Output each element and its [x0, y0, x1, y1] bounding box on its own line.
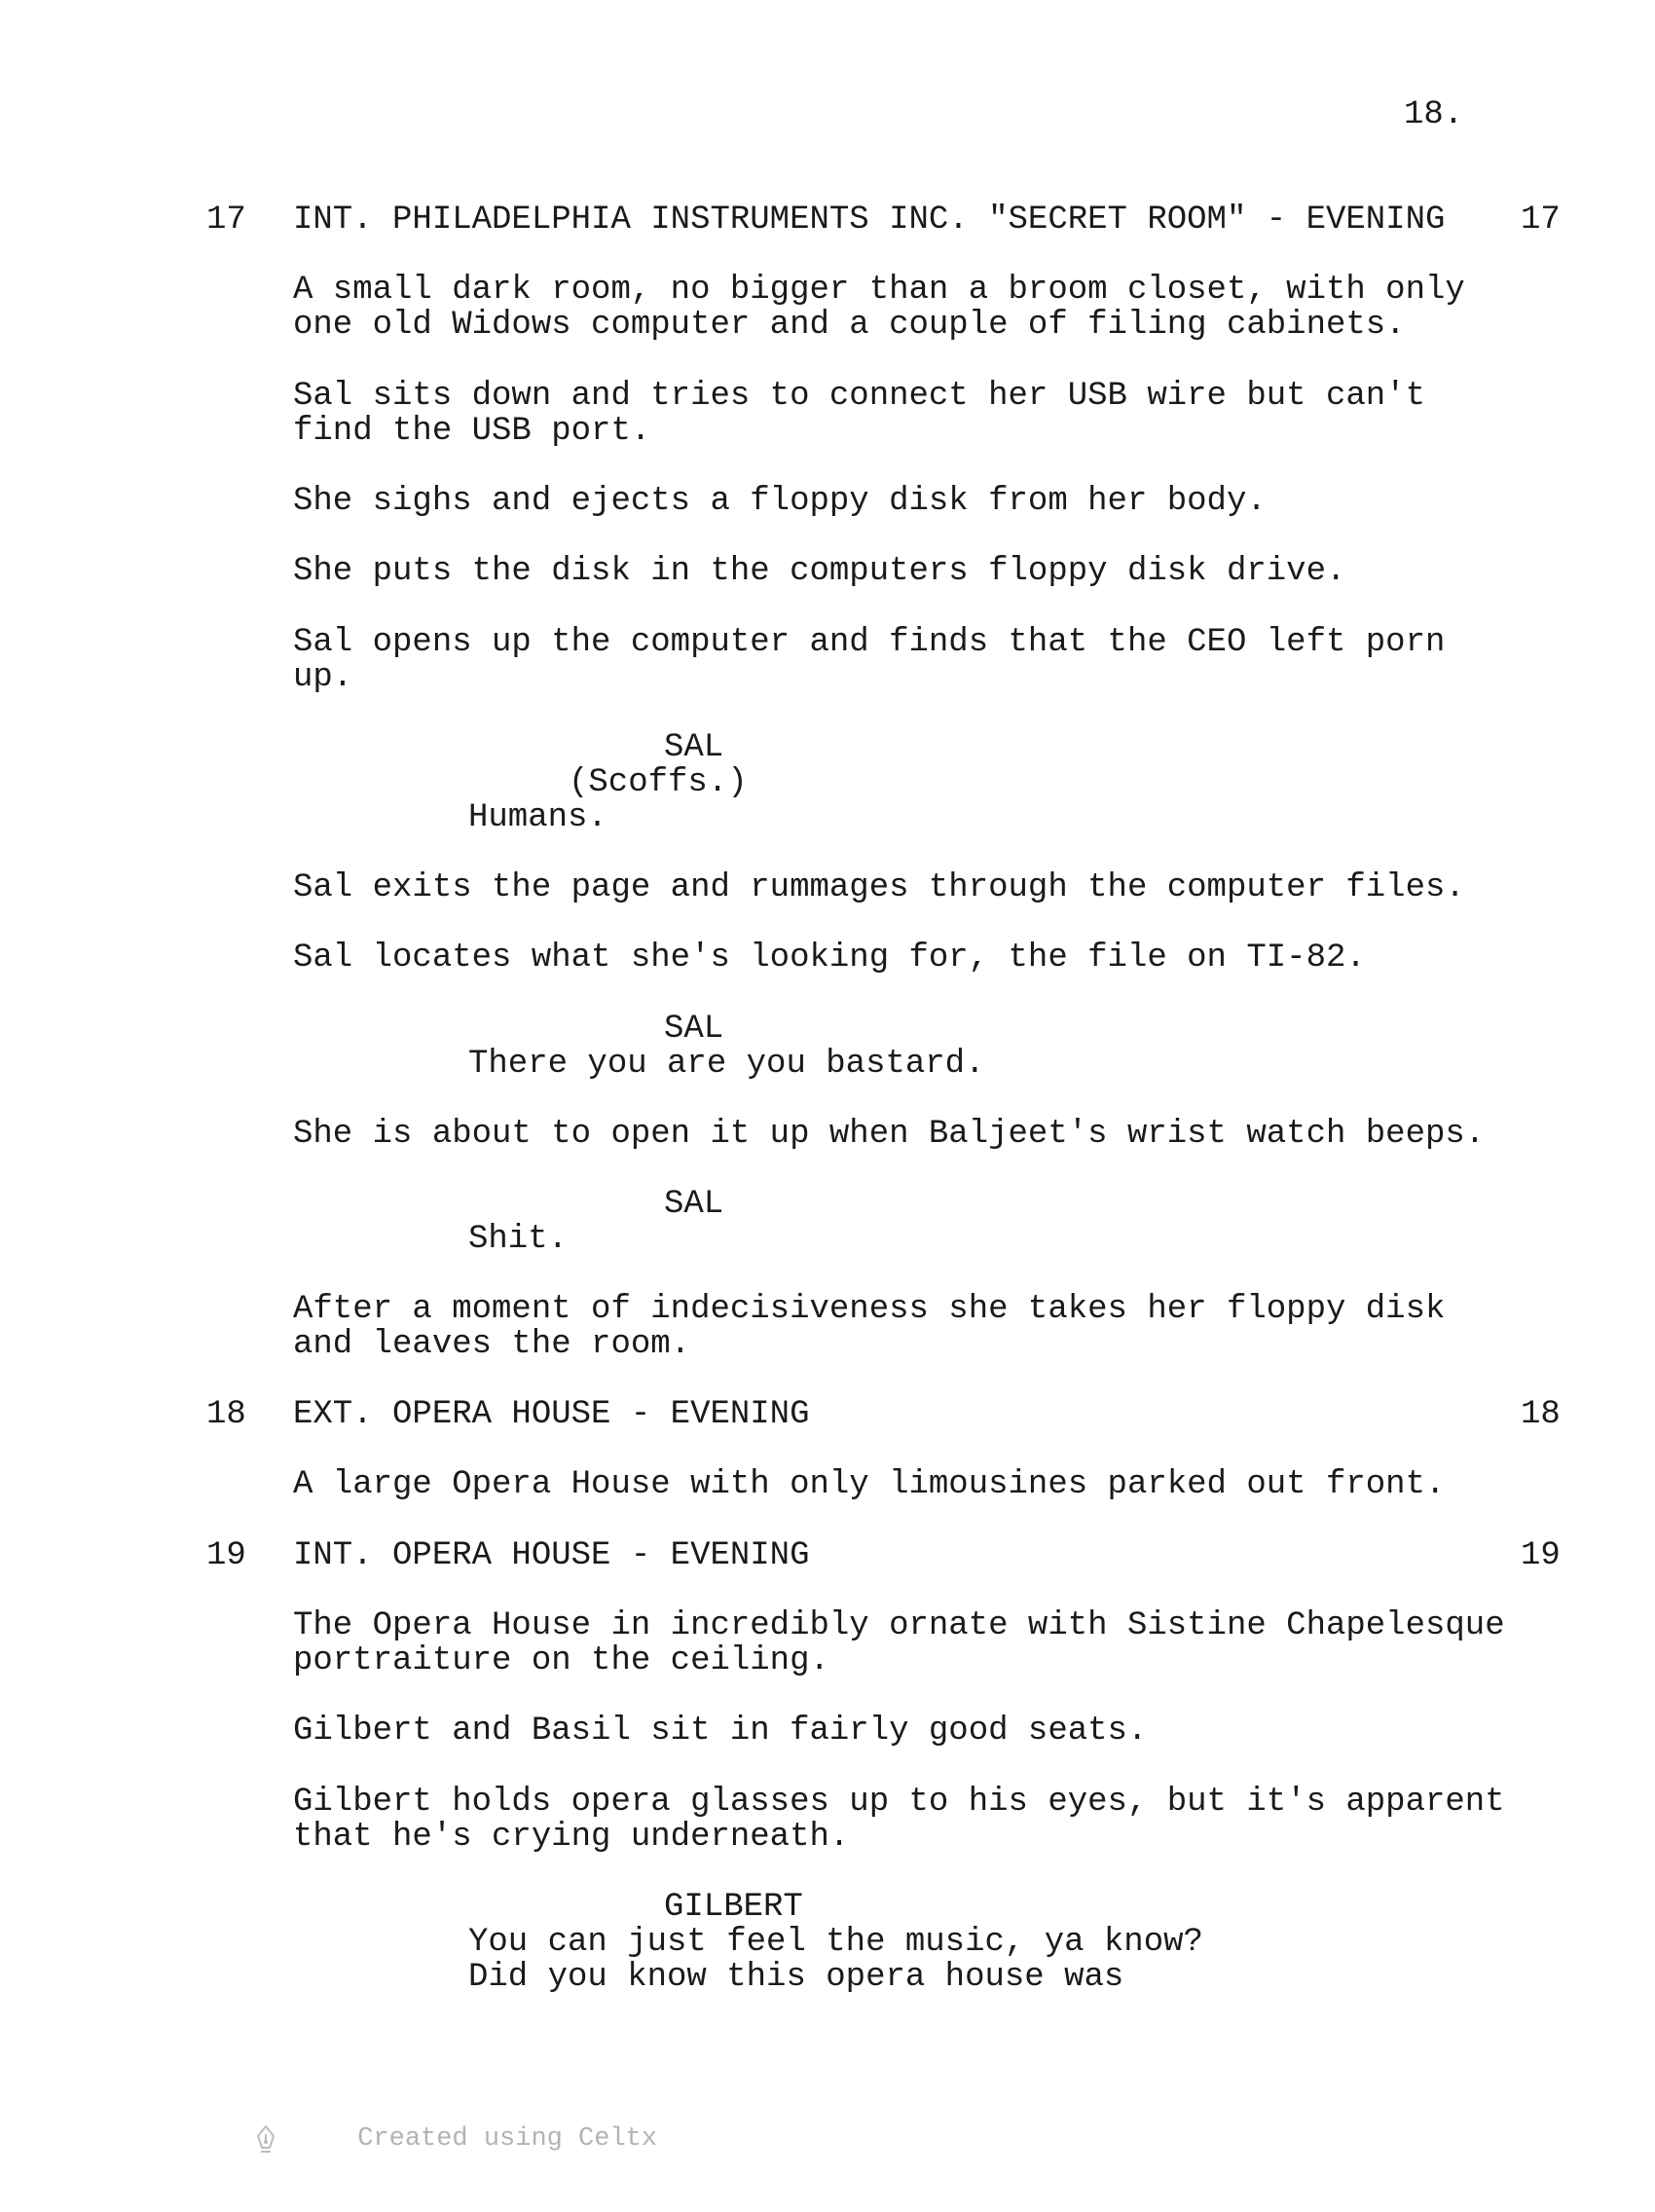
action-line: Sal sits down and tries to connect her USB wire but can't	[293, 378, 1425, 415]
character-cue: SAL	[664, 1011, 724, 1048]
dialogue-line: There you are you bastard.	[468, 1046, 985, 1083]
action-line: Gilbert holds opera glasses up to his eyes, but it's apparent	[293, 1784, 1505, 1821]
action-line: find the USB port.	[293, 413, 651, 450]
action-line: one old Widows computer and a couple of filing cabinets.	[293, 307, 1406, 344]
action-line: Gilbert and Basil sit in fairly good seats.	[293, 1713, 1148, 1750]
scene-number-right: 17	[1521, 202, 1561, 239]
dialogue-line: Humans.	[468, 799, 607, 836]
scene-number-left: 19	[206, 1537, 246, 1574]
action-line: Sal opens up the computer and finds that the CEO left porn	[293, 624, 1446, 661]
action-line: that he's crying underneath.	[293, 1819, 850, 1856]
dialogue-line: Did you know this opera house was	[468, 1959, 1124, 1996]
dialogue-line: Shit.	[468, 1221, 569, 1258]
scene-number-left: 18	[206, 1396, 246, 1433]
scene-heading: INT. OPERA HOUSE - EVENING	[293, 1537, 810, 1574]
action-line: Sal exits the page and rummages through the computer files.	[293, 869, 1465, 906]
action-line: She is about to open it up when Baljeet's wrist watch beeps.	[293, 1116, 1486, 1153]
scene-heading: EXT. OPERA HOUSE - EVENING	[293, 1396, 810, 1433]
character-cue: SAL	[664, 729, 724, 766]
scene-heading: INT. PHILADELPHIA INSTRUMENTS INC. "SECRET ROOM" - EVENING	[293, 202, 1446, 239]
dialogue-line: You can just feel the music, ya know?	[468, 1924, 1203, 1961]
celtx-footer	[255, 2066, 657, 2212]
footer-text: Created using Celtx	[357, 2124, 658, 2154]
page-number: 18.	[1404, 96, 1464, 133]
pen-nib-icon	[255, 2066, 349, 2212]
character-cue: SAL	[664, 1186, 724, 1223]
action-line: After a moment of indecisiveness she takes her floppy disk	[293, 1291, 1446, 1328]
action-line: The Opera House in incredibly ornate with Sistine Chapelesque	[293, 1607, 1505, 1644]
action-line: She sighs and ejects a floppy disk from her body.	[293, 483, 1267, 520]
character-cue: GILBERT	[664, 1889, 803, 1926]
scene-number-right: 18	[1521, 1396, 1561, 1433]
parenthetical: (Scoffs.)	[569, 764, 748, 801]
action-line: Sal locates what she's looking for, the file on TI-82.	[293, 940, 1366, 977]
action-line: and leaves the room.	[293, 1326, 691, 1363]
scene-number-right: 19	[1521, 1537, 1561, 1574]
action-line: A small dark room, no bigger than a broom closet, with only	[293, 272, 1465, 309]
action-line: A large Opera House with only limousines parked out front.	[293, 1466, 1446, 1503]
scene-number-left: 17	[206, 202, 246, 239]
action-line: up.	[293, 659, 353, 696]
action-line: portraiture on the ceiling.	[293, 1642, 829, 1679]
action-line: She puts the disk in the computers floppy disk drive.	[293, 553, 1346, 590]
